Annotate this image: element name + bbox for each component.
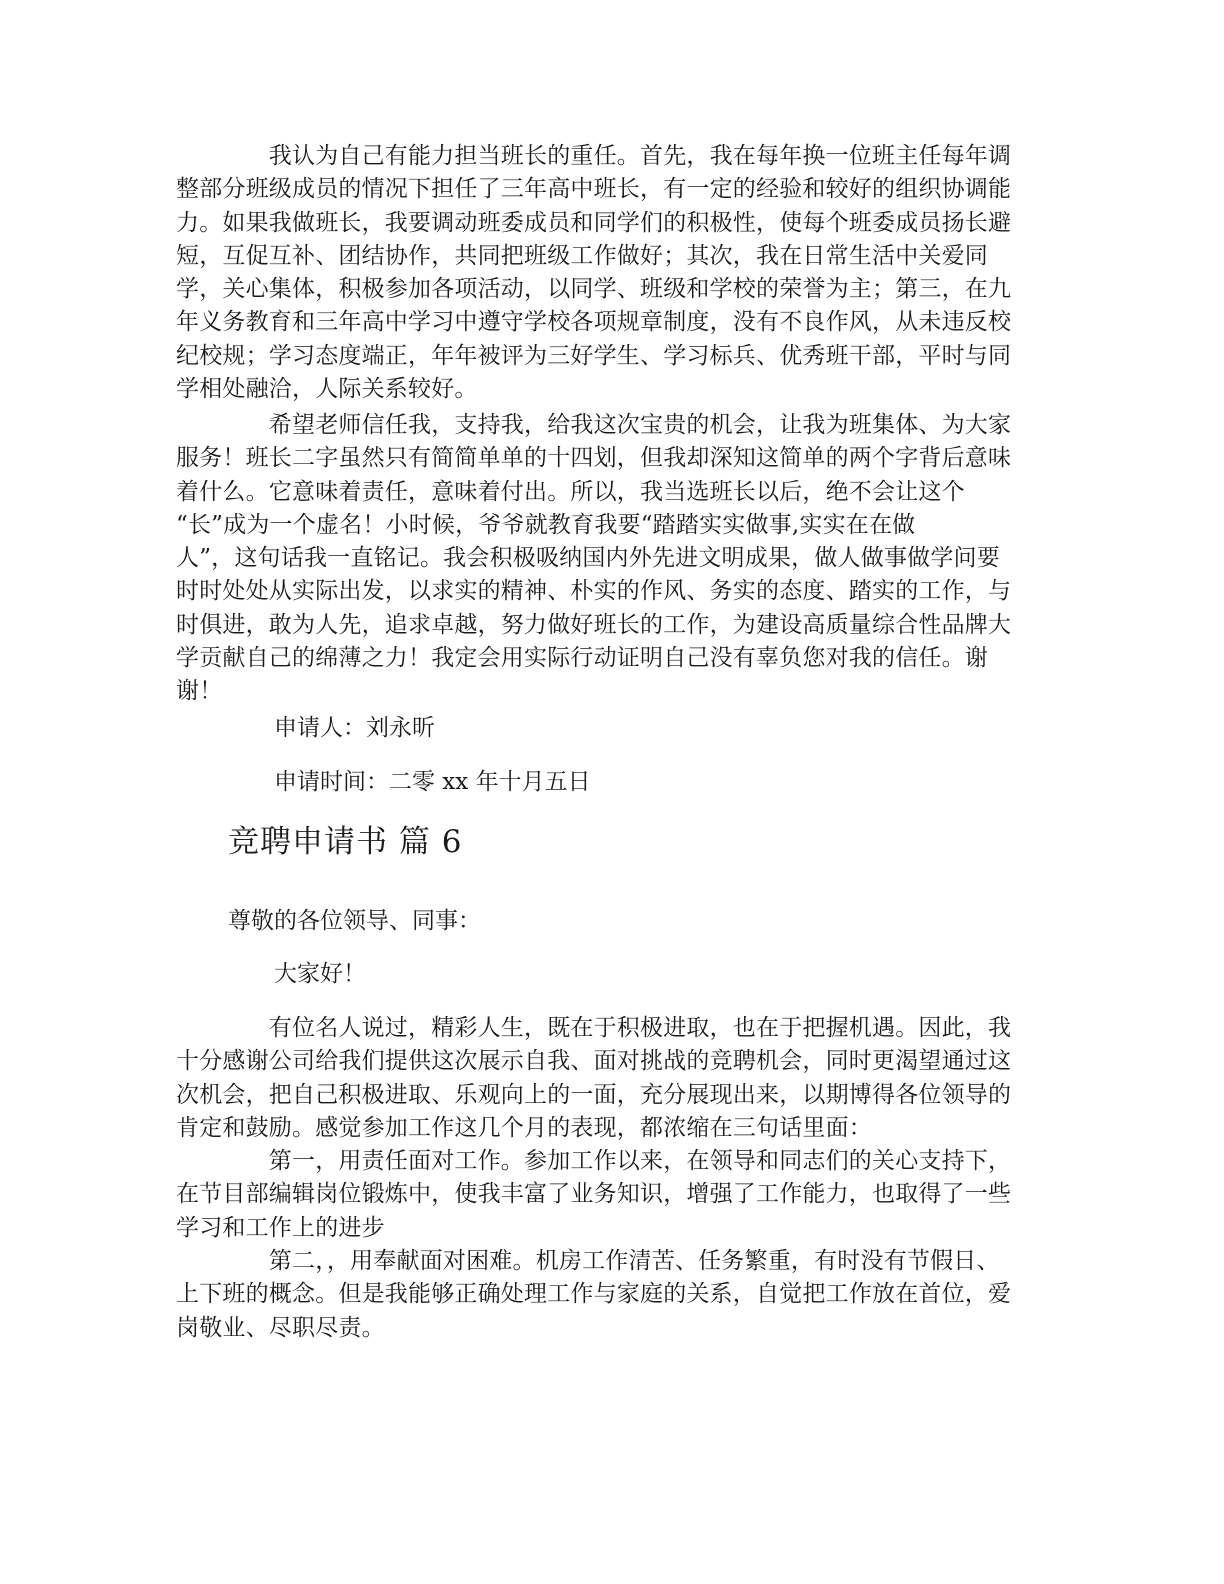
- greeting: 大家好！: [274, 961, 366, 987]
- paragraph-dedication: 第二，，用奉献面对困难。机房工作清苦、任务繁重，有时没有节假日、 上下班的概念。但是我能够正确处理工作与家庭的关系，自觉把工作放在首位，爱 岗敬业、尽职尽责。: [176, 1248, 1012, 1341]
- paragraph-opportunity: 有位名人说过，精彩人生，既在于积极进取，也在于把握机遇。因此，我 十分感谢公司给我们提供这次展示自我、面对挑战的竞聘机会，同时更渴望通过这 次机会，把自己积极进取、乐观向上的一面，充分展现出来，以期博得各位领导的 肯定和鼓励。感觉参加工作这几个月的表现，都浓缩在三句话里面：: [176, 1015, 1012, 1141]
- paragraph-responsibility: 第一，用责任面对工作。参加工作以来，在领导和同志们的关心支持下， 在节目部编辑岗位锻炼中，使我丰富了业务知识，增强了工作能力，也取得了一些 学习和工作上的进步: [176, 1148, 1012, 1241]
- paragraph-request-trust: 希望老师信任我，支持我，给我这次宝贵的机会，让我为班集体、为大家 服务！班长二字虽然只有简简单单的十四划，但我却深知这简单的两个字背后意味 着什么。它意味着责任，意味着付出。所以，我当选班长以后，绝不会让这个 “长”成为一个虚名！小时候，爷爷就教育我要“踏踏实实做事,实实在在做 人”，这句话我一直铭记。我会积极吸纳国内外先进文明成果，做人做事做学问要 时时处处从实际出发，以求实的精神、朴实的作风、务实的态度、踏实的工作，与 时俱进，敢为人先，追求卓越，努力做好班长的工作，为建设高质量综合性品牌大 学贡献自己的绵薄之力！我定会用实际行动证明自己没有辜负您对我的信任。谢 谢！: [176, 412, 1012, 705]
- section-heading: 竞聘申请书 篇 6: [228, 824, 463, 860]
- applicant-name: 申请人：刘永昕: [274, 715, 435, 741]
- document-page: [176, 0, 1046, 1584]
- paragraph-class-monitor-qualifications: 我认为自己有能力担当班长的重任。首先，我在每年换一位班主任每年调 整部分班级成员的情况下担任了三年高中班长，有一定的经验和较好的组织协调能 力。如果我做班长，我要调动班委成员和同学们的积极性，使每个班委成员扬长避 短，互促互补、团结协作，共同把班级工作做好；其次，我在日常生活中关爱同 学，关心集体，积极参加各项活动，以同学、班级和学校的荣誉为主；第三，在九 年义务教育和三年高中学习中遵守学校各项规章制度，没有不良作风，从未违反校 纪校规；学习态度端正，年年被评为三好学生、学习标兵、优秀班干部，平时与同 学相处融洽，人际关系较好。: [176, 143, 1012, 403]
- salutation: 尊敬的各位领导、同事：: [228, 908, 481, 934]
- application-date: 申请时间：二零 xx 年十月五日: [274, 769, 591, 795]
